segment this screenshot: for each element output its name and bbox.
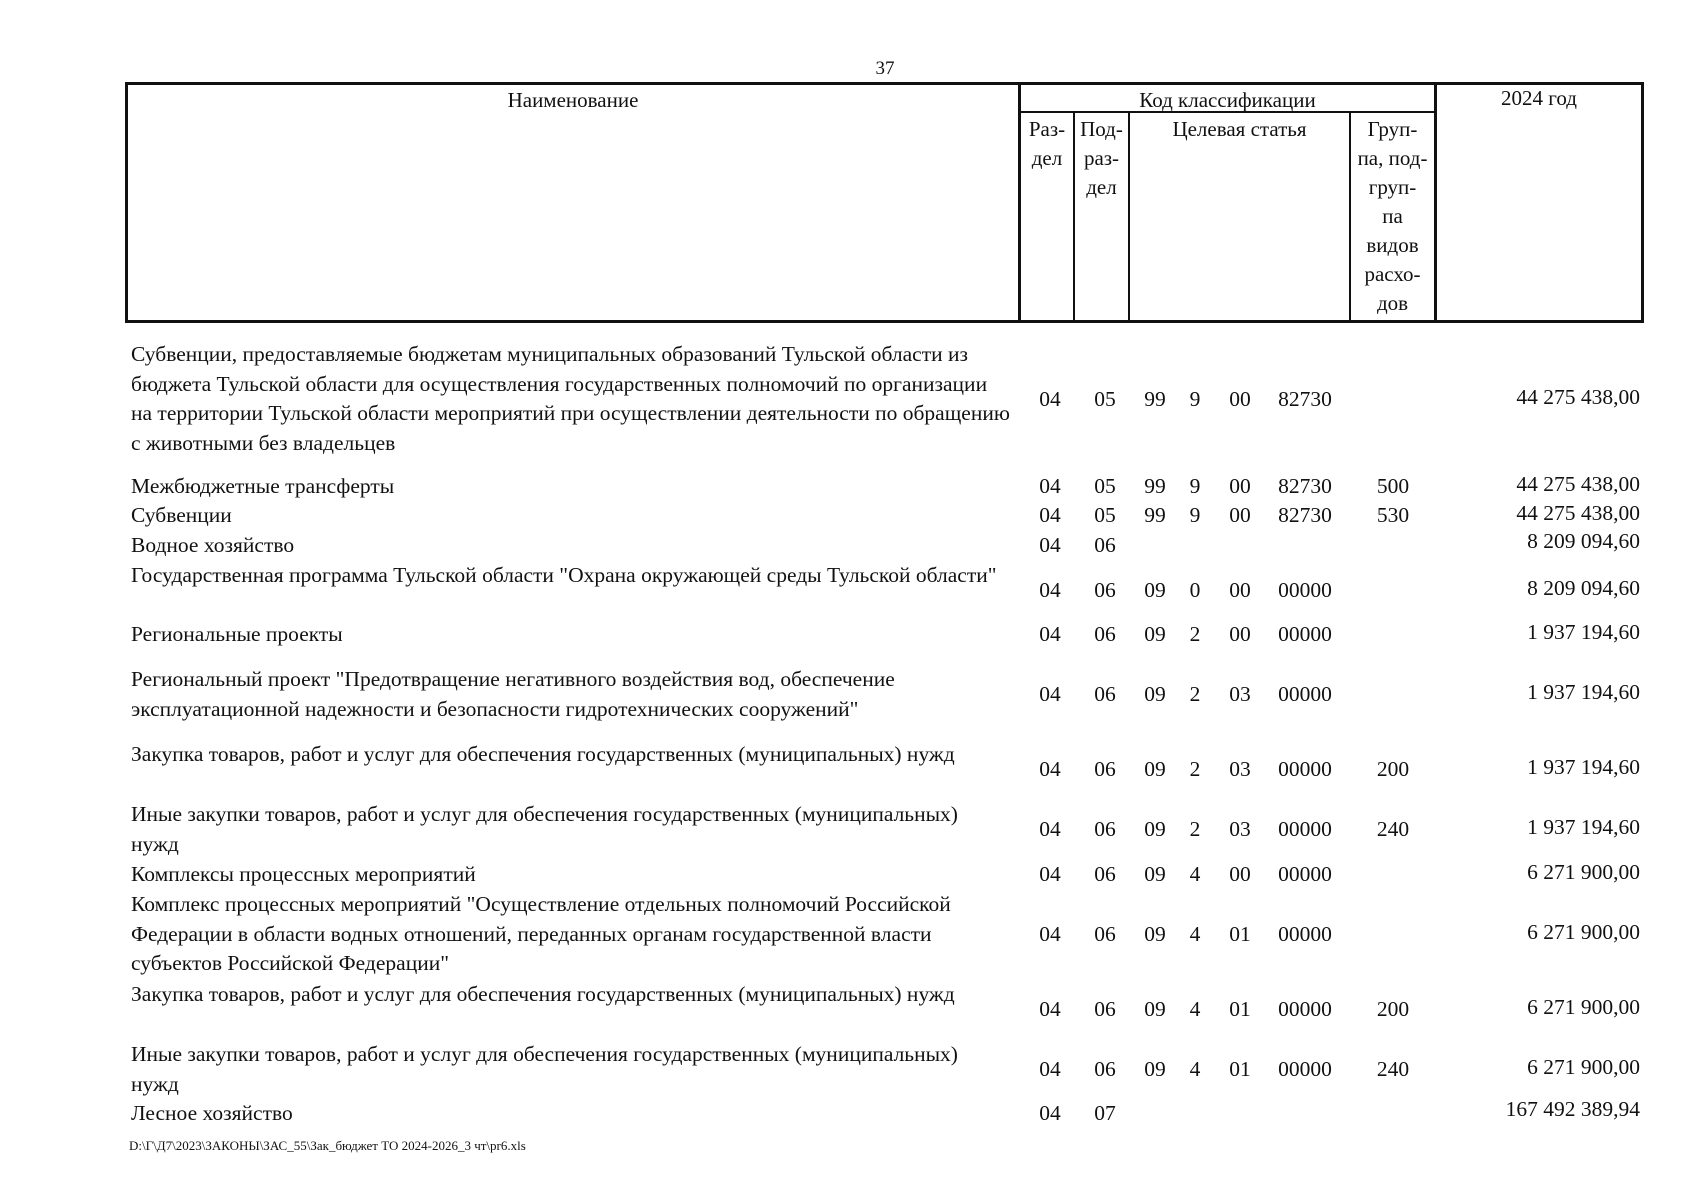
row-target-direction: 00000 <box>1278 682 1332 706</box>
row-target-program: 09 <box>1144 622 1166 646</box>
row-name: Водное хозяйство <box>131 533 295 557</box>
row-expense-group: 200 <box>1376 997 1410 1021</box>
row-target-subprogram: 9 <box>1189 474 1201 498</box>
header-podrazdel-line: раз- <box>1083 146 1120 170</box>
row-amount: 6 271 900,00 <box>1527 920 1640 944</box>
row-podrazdel: 06 <box>1094 533 1116 557</box>
row-target-event: 00 <box>1229 387 1251 411</box>
row-razdel: 04 <box>1039 682 1061 706</box>
header-podrazdel-line: дел <box>1086 175 1117 199</box>
row-target-direction: 00000 <box>1278 622 1332 646</box>
row-podrazdel: 07 <box>1094 1101 1116 1125</box>
row-expense-group: 500 <box>1376 474 1410 498</box>
row-name: Лесное хозяйство <box>131 1101 293 1125</box>
row-razdel: 04 <box>1039 1101 1061 1125</box>
row-target-subprogram: 4 <box>1189 1057 1201 1081</box>
row-expense-group: 240 <box>1376 1057 1410 1081</box>
row-target-program: 99 <box>1144 387 1166 411</box>
row-amount: 44 275 438,00 <box>1516 501 1640 525</box>
row-name: Региональный проект "Предотвращение негативного воздействия вод, обеспечение эксплуатационной надежности и безопасности гидротехнических сооружений" <box>131 667 895 721</box>
row-target-event: 03 <box>1229 757 1251 781</box>
row-razdel: 04 <box>1039 503 1061 527</box>
row-target-subprogram: 2 <box>1189 817 1201 841</box>
row-amount: 1 937 194,60 <box>1527 815 1640 839</box>
row-target-event: 03 <box>1229 817 1251 841</box>
row-podrazdel: 06 <box>1094 578 1116 602</box>
row-podrazdel: 06 <box>1094 862 1116 886</box>
row-target-event: 01 <box>1229 997 1251 1021</box>
row-name: Региональные проекты <box>131 622 343 646</box>
row-target-direction: 82730 <box>1278 387 1332 411</box>
row-name: Межбюджетные трансферты <box>131 474 395 498</box>
header-year: 2024 год <box>1501 86 1577 110</box>
row-target-direction: 00000 <box>1278 862 1332 886</box>
row-expense-group: 530 <box>1376 503 1410 527</box>
row-amount: 44 275 438,00 <box>1516 472 1640 496</box>
row-target-event: 00 <box>1229 578 1251 602</box>
header-group-line: дов <box>1376 291 1409 315</box>
row-target-event: 00 <box>1229 503 1251 527</box>
row-name: Комплексы процессных мероприятий <box>131 862 476 886</box>
header-group-line: видов <box>1366 233 1419 257</box>
row-target-program: 09 <box>1144 1057 1166 1081</box>
row-podrazdel: 05 <box>1094 387 1116 411</box>
row-name: Иные закупки товаров, работ и услуг для обеспечения государственных (муниципальных) нужд <box>131 1042 958 1096</box>
row-target-program: 99 <box>1144 503 1166 527</box>
row-target-direction: 00000 <box>1278 757 1332 781</box>
row-expense-group: 240 <box>1376 817 1410 841</box>
row-amount: 1 937 194,60 <box>1527 680 1640 704</box>
header-target: Целевая статья <box>1172 117 1307 141</box>
row-target-subprogram: 0 <box>1189 578 1201 602</box>
row-target-direction: 00000 <box>1278 817 1332 841</box>
row-amount: 6 271 900,00 <box>1527 1055 1640 1079</box>
file-path-footer: D:\Г\Д7\2023\ЗАКОНЫ\ЗАС_55\Зак_бюджет ТО 2024-2026_3 чт\pr6.xls <box>129 1138 526 1153</box>
row-amount: 44 275 438,00 <box>1516 385 1640 409</box>
row-podrazdel: 06 <box>1094 757 1116 781</box>
row-target-event: 00 <box>1229 474 1251 498</box>
page-number: 37 <box>875 58 895 79</box>
row-target-event: 01 <box>1229 922 1251 946</box>
row-target-program: 09 <box>1144 997 1166 1021</box>
header-group-line: Груп- <box>1367 117 1418 141</box>
header-group-line: па <box>1382 204 1403 228</box>
row-razdel: 04 <box>1039 757 1061 781</box>
row-target-direction: 82730 <box>1278 503 1332 527</box>
row-razdel: 04 <box>1039 474 1061 498</box>
row-podrazdel: 06 <box>1094 922 1116 946</box>
row-name: Комплекс процессных мероприятий "Осуществление отдельных полномочий Российской Федерации в области водных отношений, переданных органам государственной власти субъектов Российской Федерации" <box>131 892 951 975</box>
row-target-direction: 00000 <box>1278 1057 1332 1081</box>
row-name: Государственная программа Тульской области "Охрана окружающей среды Тульской области" <box>131 563 997 587</box>
row-target-direction: 82730 <box>1278 474 1332 498</box>
row-target-subprogram: 2 <box>1189 682 1201 706</box>
row-target-subprogram: 4 <box>1189 922 1201 946</box>
row-target-direction: 00000 <box>1278 922 1332 946</box>
row-razdel: 04 <box>1039 387 1061 411</box>
row-razdel: 04 <box>1039 533 1061 557</box>
row-name: Иные закупки товаров, работ и услуг для обеспечения государственных (муниципальных) нужд <box>131 802 958 856</box>
row-amount: 1 937 194,60 <box>1527 620 1640 644</box>
row-amount: 1 937 194,60 <box>1527 755 1640 779</box>
header-podrazdel-line: Под- <box>1080 117 1123 141</box>
row-target-subprogram: 9 <box>1189 503 1201 527</box>
row-podrazdel: 06 <box>1094 1057 1116 1081</box>
row-target-event: 00 <box>1229 862 1251 886</box>
row-expense-group: 200 <box>1376 757 1410 781</box>
row-razdel: 04 <box>1039 862 1061 886</box>
row-target-subprogram: 9 <box>1189 387 1201 411</box>
row-amount: 167 492 389,94 <box>1505 1097 1640 1121</box>
row-podrazdel: 06 <box>1094 817 1116 841</box>
row-target-subprogram: 2 <box>1189 622 1201 646</box>
row-podrazdel: 06 <box>1094 997 1116 1021</box>
header-name: Наименование <box>507 88 639 112</box>
row-target-program: 09 <box>1144 817 1166 841</box>
row-target-event: 03 <box>1229 682 1251 706</box>
row-amount: 6 271 900,00 <box>1527 860 1640 884</box>
header-code: Код классификации <box>1139 88 1316 112</box>
row-razdel: 04 <box>1039 922 1061 946</box>
row-razdel: 04 <box>1039 622 1061 646</box>
header-razdel-line: Раз- <box>1028 117 1066 141</box>
row-target-program: 09 <box>1144 578 1166 602</box>
row-podrazdel: 05 <box>1094 474 1116 498</box>
row-podrazdel: 06 <box>1094 682 1116 706</box>
row-target-subprogram: 4 <box>1189 997 1201 1021</box>
row-razdel: 04 <box>1039 578 1061 602</box>
row-name: Закупка товаров, работ и услуг для обеспечения государственных (муниципальных) нужд <box>131 742 955 766</box>
row-name: Субвенции <box>131 503 232 527</box>
row-target-subprogram: 4 <box>1189 862 1201 886</box>
row-name: Закупка товаров, работ и услуг для обеспечения государственных (муниципальных) нужд <box>131 982 955 1006</box>
header-razdel-line: дел <box>1031 146 1063 170</box>
row-target-direction: 00000 <box>1278 997 1332 1021</box>
row-target-program: 09 <box>1144 922 1166 946</box>
header-group-line: па, под- <box>1357 146 1428 170</box>
row-razdel: 04 <box>1039 1057 1061 1081</box>
row-amount: 8 209 094,60 <box>1527 529 1640 553</box>
row-target-direction: 00000 <box>1278 578 1332 602</box>
row-target-program: 09 <box>1144 682 1166 706</box>
row-target-program: 09 <box>1144 757 1166 781</box>
row-target-event: 00 <box>1229 622 1251 646</box>
header-group-line: груп- <box>1368 175 1417 199</box>
row-podrazdel: 06 <box>1094 622 1116 646</box>
row-target-event: 01 <box>1229 1057 1251 1081</box>
row-target-program: 09 <box>1144 862 1166 886</box>
header-group-line: расхо- <box>1364 262 1421 286</box>
row-name: Субвенции, предоставляемые бюджетам муниципальных образований Тульской области из бюджета Тульской области для осуществления государственных полномочий по организации на территории Тульской области мероприятий при осуществлении деятельности по обращению с животными без владельцев <box>131 342 1010 455</box>
row-razdel: 04 <box>1039 817 1061 841</box>
row-amount: 6 271 900,00 <box>1527 995 1640 1019</box>
row-target-subprogram: 2 <box>1189 757 1201 781</box>
row-target-program: 99 <box>1144 474 1166 498</box>
row-amount: 8 209 094,60 <box>1527 576 1640 600</box>
row-razdel: 04 <box>1039 997 1061 1021</box>
row-podrazdel: 05 <box>1094 503 1116 527</box>
